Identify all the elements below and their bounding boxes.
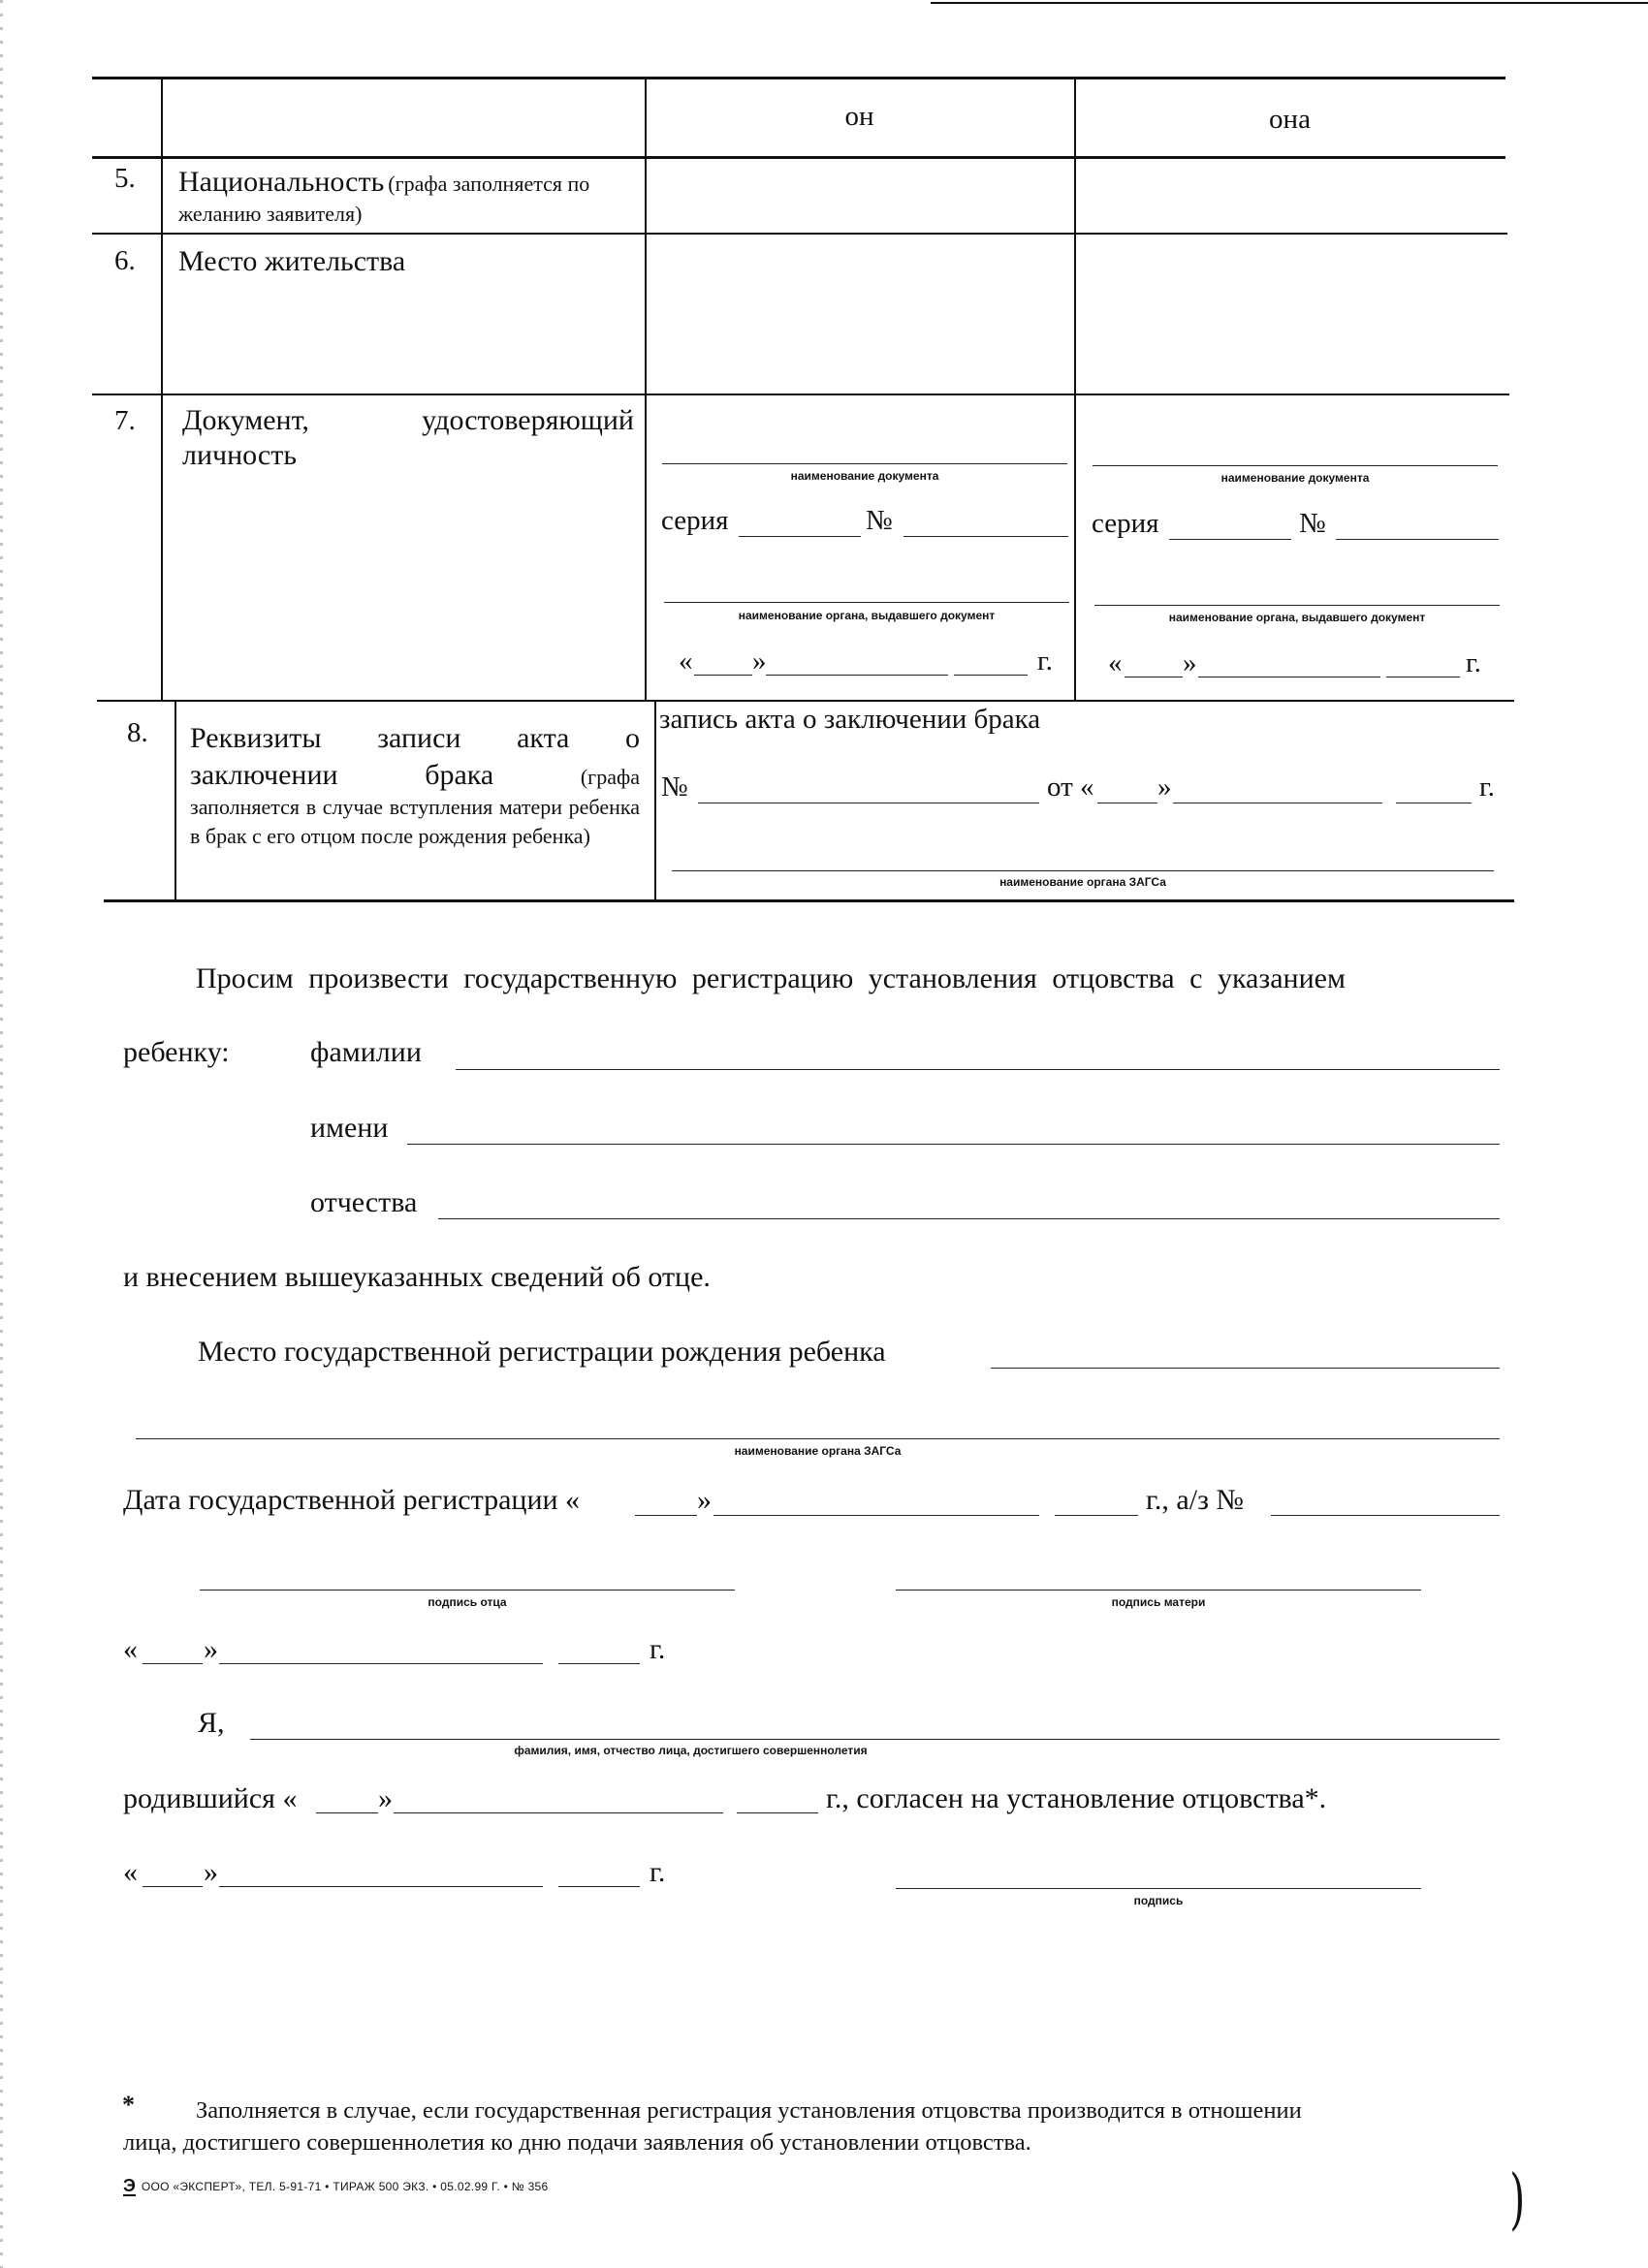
consent-born-day[interactable]: [316, 1812, 378, 1813]
issuer-he-caption: наименование органа, выдавшего документ: [738, 609, 996, 622]
row-label-residence: Место жительства: [178, 245, 406, 277]
sign-date-close: »: [204, 1633, 218, 1665]
series-she-label: серия: [1092, 508, 1159, 539]
scan-edge-artifact: [0, 0, 3, 2268]
consent-date-year-suffix: г.: [650, 1856, 666, 1888]
footnote-line1: Заполняется в случае, если государственная регистрация установления отцовства производится в отношении: [196, 2097, 1302, 2124]
series-he-field[interactable]: [739, 536, 861, 537]
marriage-number-label: №: [661, 772, 688, 803]
surname-field[interactable]: [456, 1069, 1500, 1070]
consent-born-label: родившийся «: [123, 1782, 298, 1814]
consent-date-open: «: [123, 1856, 138, 1888]
row-number-5: 5.: [114, 163, 136, 194]
nationality-he-cell[interactable]: [648, 159, 1072, 231]
row-number-6: 6.: [114, 245, 136, 276]
marriage-record-title: запись акта о заключении брака: [659, 704, 1041, 735]
registration-date-day[interactable]: [635, 1515, 697, 1516]
sign-date-year[interactable]: [558, 1663, 640, 1664]
date-he-month[interactable]: [766, 675, 948, 676]
row-label-nationality: Национальность (графа заполняется по желанию заявителя): [178, 166, 590, 226]
doc-name-she-line[interactable]: [1093, 465, 1498, 466]
father-signature-line[interactable]: [200, 1590, 735, 1591]
father-signature-caption: подпись отца: [428, 1595, 507, 1609]
residence-he-cell[interactable]: [648, 236, 1072, 391]
sign-date-day[interactable]: [143, 1663, 203, 1664]
marriage-record-note: заполняется в случае вступления матери ребенка в брак с его отцом после рождения ребенка): [190, 795, 640, 848]
row-label-marriage-record: Реквизиты записи акта о заключении брака (графа заполняется в случае вступления матери ребенка в брак с его отцом после рождения ребенка): [190, 721, 640, 850]
number-he-field[interactable]: [903, 536, 1068, 537]
consent-fio-field[interactable]: [250, 1739, 1500, 1740]
consent-signature-caption: подпись: [1133, 1894, 1184, 1907]
consent-born-month[interactable]: [394, 1812, 723, 1813]
series-he-label: серия: [661, 505, 729, 536]
row-label-identity-document: Документ, удостоверяющий: [182, 404, 634, 436]
nationality-note: (графа заполняется по желанию заявителя): [178, 172, 590, 226]
child-label: ребенку:: [123, 1036, 230, 1068]
date-he-open: «: [679, 646, 693, 677]
date-she-open: «: [1108, 647, 1123, 678]
date-he-year[interactable]: [954, 675, 1028, 676]
nationality-she-cell[interactable]: [1077, 159, 1504, 231]
sign-date-month[interactable]: [219, 1663, 543, 1664]
series-she-field[interactable]: [1169, 539, 1291, 540]
row-number-7: 7.: [114, 405, 136, 436]
consent-date-year[interactable]: [558, 1886, 640, 1887]
consent-date-close: »: [204, 1856, 218, 1888]
consent-signature-line[interactable]: [896, 1888, 1421, 1889]
row-number-8: 8.: [127, 717, 148, 748]
patronymic-label: отчества: [310, 1186, 418, 1218]
marriage-from-label: от «: [1047, 772, 1094, 803]
printer-logo: Э: [123, 2176, 136, 2195]
consent-born-close: »: [378, 1782, 393, 1814]
marriage-office-line[interactable]: [672, 870, 1494, 871]
registration-date-close: »: [697, 1484, 712, 1516]
date-he-year-suffix: г.: [1037, 646, 1053, 677]
footnote-mark: *: [122, 2091, 135, 2119]
record-number-field[interactable]: [1271, 1515, 1500, 1516]
consent-text: г., согласен на установление отцовства*.: [826, 1782, 1327, 1814]
birth-office-caption: наименование органа ЗАГСа: [734, 1444, 902, 1458]
registration-year-record-label: г., а/з №: [1146, 1484, 1245, 1516]
sign-date-year-suffix: г.: [650, 1633, 666, 1665]
mother-signature-caption: подпись матери: [1111, 1595, 1206, 1609]
birth-place-label: Место государственной регистрации рождения ребенка: [198, 1336, 886, 1368]
consent-born-year[interactable]: [737, 1812, 818, 1813]
consent-i-label: Я,: [198, 1707, 225, 1739]
number-she-field[interactable]: [1336, 539, 1499, 540]
mother-signature-line[interactable]: [896, 1590, 1421, 1591]
consent-date-month[interactable]: [219, 1886, 543, 1887]
issuer-she-line[interactable]: [1094, 605, 1500, 606]
footnote-line2: лица, достигшего совершеннолетия ко дню подачи заявления об установлении отцовства.: [123, 2129, 1031, 2156]
patronymic-field[interactable]: [438, 1218, 1500, 1219]
date-she-year-suffix: г.: [1466, 647, 1481, 678]
date-she-close: »: [1183, 647, 1197, 678]
column-header-he: он: [844, 101, 874, 132]
printer-imprint-text: ООО «ЭКСПЕРТ», ТЕЛ. 5-91-71 • ТИРАЖ 500 ЭКЗ. • 05.02.99 Г. • № 356: [141, 2180, 549, 2193]
name-label: имени: [310, 1112, 389, 1144]
date-he-close: »: [752, 646, 767, 677]
request-intro: Просим произвести государственную регистрацию установления отцовства с указанием: [196, 962, 1346, 994]
printer-imprint: [123, 2177, 549, 2196]
registration-date-year[interactable]: [1055, 1515, 1138, 1516]
marriage-year-suffix: г.: [1479, 772, 1495, 803]
doc-name-she-caption: наименование документа: [1220, 471, 1370, 485]
registration-date-month[interactable]: [713, 1515, 1039, 1516]
column-header-she: она: [1269, 104, 1311, 135]
number-he-label: №: [866, 505, 893, 536]
doc-name-he-caption: наименование документа: [790, 469, 939, 483]
date-he-day[interactable]: [694, 675, 752, 676]
doc-name-he-line[interactable]: [662, 463, 1067, 464]
birth-office-line[interactable]: [136, 1438, 1500, 1439]
marriage-office-caption: наименование органа ЗАГСа: [999, 875, 1166, 889]
name-field[interactable]: [407, 1144, 1500, 1145]
request-closing: и внесением вышеуказанных сведений об отце.: [123, 1261, 711, 1293]
surname-label: фамилии: [310, 1036, 422, 1068]
issuer-she-caption: наименование органа, выдавшего документ: [1168, 611, 1426, 624]
registration-date-label: Дата государственной регистрации «: [123, 1484, 581, 1516]
birth-place-field[interactable]: [991, 1368, 1500, 1369]
row-label-identity-line2: личность: [182, 439, 298, 471]
issuer-he-line[interactable]: [664, 602, 1069, 603]
sign-date-open: «: [123, 1633, 138, 1665]
page-corner-mark: ): [1509, 2161, 1526, 2238]
consent-fio-caption: фамилия, имя, отчество лица, достигшего совершеннолетия: [514, 1744, 868, 1757]
number-she-label: №: [1299, 508, 1326, 539]
consent-date-day[interactable]: [143, 1886, 203, 1887]
top-edge-line: [931, 2, 1648, 4]
marriage-date-close: »: [1157, 772, 1172, 803]
residence-she-cell[interactable]: [1077, 236, 1504, 391]
